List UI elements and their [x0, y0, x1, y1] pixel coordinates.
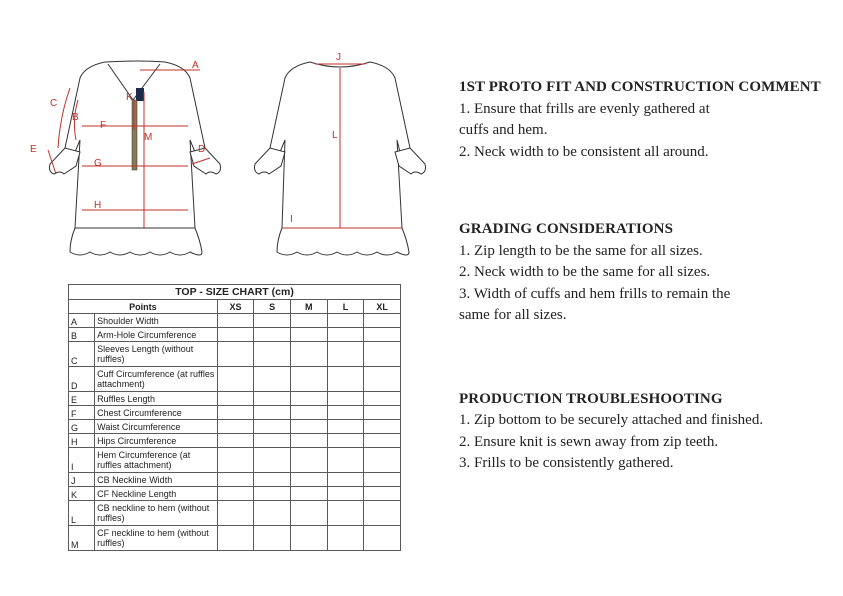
table-row	[69, 367, 401, 392]
row-point: CB Neckline Width	[95, 473, 218, 487]
size-header-s: S	[254, 300, 291, 314]
grading-heading: GRADING CONSIDERATIONS	[459, 221, 674, 237]
front-left-cuff	[50, 148, 81, 174]
grading-line: 1. Zip length to be the same for all sizes.	[459, 242, 703, 259]
size-chart-table	[68, 284, 401, 551]
row-code: I	[69, 448, 95, 473]
table-row	[69, 473, 401, 487]
table-row	[69, 501, 401, 526]
grading-line: same for all sizes.	[459, 307, 567, 323]
points-header: Points	[69, 300, 218, 314]
row-point: Sleeves Length (without ruffles)	[95, 342, 218, 367]
label-A: A	[192, 60, 199, 71]
production-line: 2. Ensure knit is sewn away from zip teeth.	[459, 433, 719, 450]
grading-line: 3. Width of cuffs and hem frills to remain the	[459, 285, 731, 302]
row-code: D	[69, 367, 95, 392]
label-H: H	[94, 200, 102, 211]
size-header-xl: XL	[364, 300, 401, 314]
table-row	[69, 434, 401, 448]
fit-line: cuffs and hem.	[459, 122, 548, 138]
row-point: Hem Circumference (at ruffles attachment)	[95, 448, 218, 473]
row-point: CF neckline to hem (without ruffles)	[95, 526, 218, 551]
label-I: I	[290, 214, 293, 225]
row-code: M	[69, 526, 95, 551]
table-row	[69, 448, 401, 473]
front-right-cuff	[190, 148, 221, 174]
row-point: Ruffles Length	[95, 392, 218, 406]
fit-comments-section	[459, 77, 839, 163]
label-E: E	[30, 144, 37, 155]
row-code: K	[69, 487, 95, 501]
production-line: 1. Zip bottom to be securely attached and finished.	[459, 412, 764, 428]
row-point: Arm-Hole Circumference	[95, 328, 218, 342]
size-header-xs: XS	[217, 300, 254, 314]
row-point: Hips Circumference	[95, 434, 218, 448]
row-code: J	[69, 473, 95, 487]
label-C: C	[50, 98, 58, 109]
garment-sketch-svg	[20, 40, 450, 265]
row-point: Cuff Circumference (at ruffles attachment)	[95, 367, 218, 392]
back-hem-ruffle	[277, 228, 409, 255]
table-row	[69, 342, 401, 367]
row-point: Waist Circumference	[95, 420, 218, 434]
production-line: 3. Frills to be consistently gathered.	[459, 455, 674, 471]
table-row	[69, 487, 401, 501]
table-row	[69, 392, 401, 406]
size-header-m: M	[290, 300, 327, 314]
row-point: CF Neckline Length	[95, 487, 218, 501]
grading-line: 2. Neck width to be the same for all sizes.	[459, 264, 711, 280]
row-code: L	[69, 501, 95, 526]
label-F: F	[100, 120, 107, 131]
table-row	[69, 314, 401, 328]
row-code: F	[69, 406, 95, 420]
row-code: A	[69, 314, 95, 328]
back-left-cuff	[255, 148, 286, 174]
row-point: Shoulder Width	[95, 314, 218, 328]
label-tag	[136, 88, 144, 101]
front-hem-ruffle	[70, 228, 202, 255]
row-code: C	[69, 342, 95, 367]
grading-section	[459, 219, 839, 327]
garment-sketch	[20, 40, 450, 265]
size-chart-title: TOP - SIZE CHART (cm)	[69, 285, 401, 300]
fit-line: 2. Neck width to be consistent all around.	[459, 143, 709, 160]
row-code: G	[69, 420, 95, 434]
size-header-l: L	[327, 300, 364, 314]
front-view	[30, 60, 221, 255]
label-D: D	[198, 144, 206, 155]
back-right-cuff	[395, 148, 426, 174]
label-B: B	[72, 112, 79, 123]
table-row	[69, 406, 401, 420]
row-code: B	[69, 328, 95, 342]
table-row	[69, 526, 401, 551]
comments-panel	[459, 77, 839, 475]
table-row	[69, 420, 401, 434]
label-K: K	[126, 92, 133, 103]
table-row	[69, 328, 401, 342]
label-M: M	[144, 132, 153, 143]
row-code: H	[69, 434, 95, 448]
label-J: J	[336, 52, 341, 63]
row-point: Chest Circumference	[95, 406, 218, 420]
back-view	[255, 52, 426, 255]
row-code: E	[69, 392, 95, 406]
fit-heading: 1ST PROTO FIT AND CONSTRUCTION COMMENT	[459, 79, 821, 95]
production-heading: PRODUCTION TROUBLESHOOTING	[459, 390, 723, 407]
row-point: CB neckline to hem (without ruffles)	[95, 501, 218, 526]
fit-line: 1. Ensure that frills are evenly gathered at	[459, 100, 710, 117]
label-L: L	[332, 130, 338, 141]
label-G: G	[94, 158, 102, 169]
production-section	[459, 389, 839, 475]
